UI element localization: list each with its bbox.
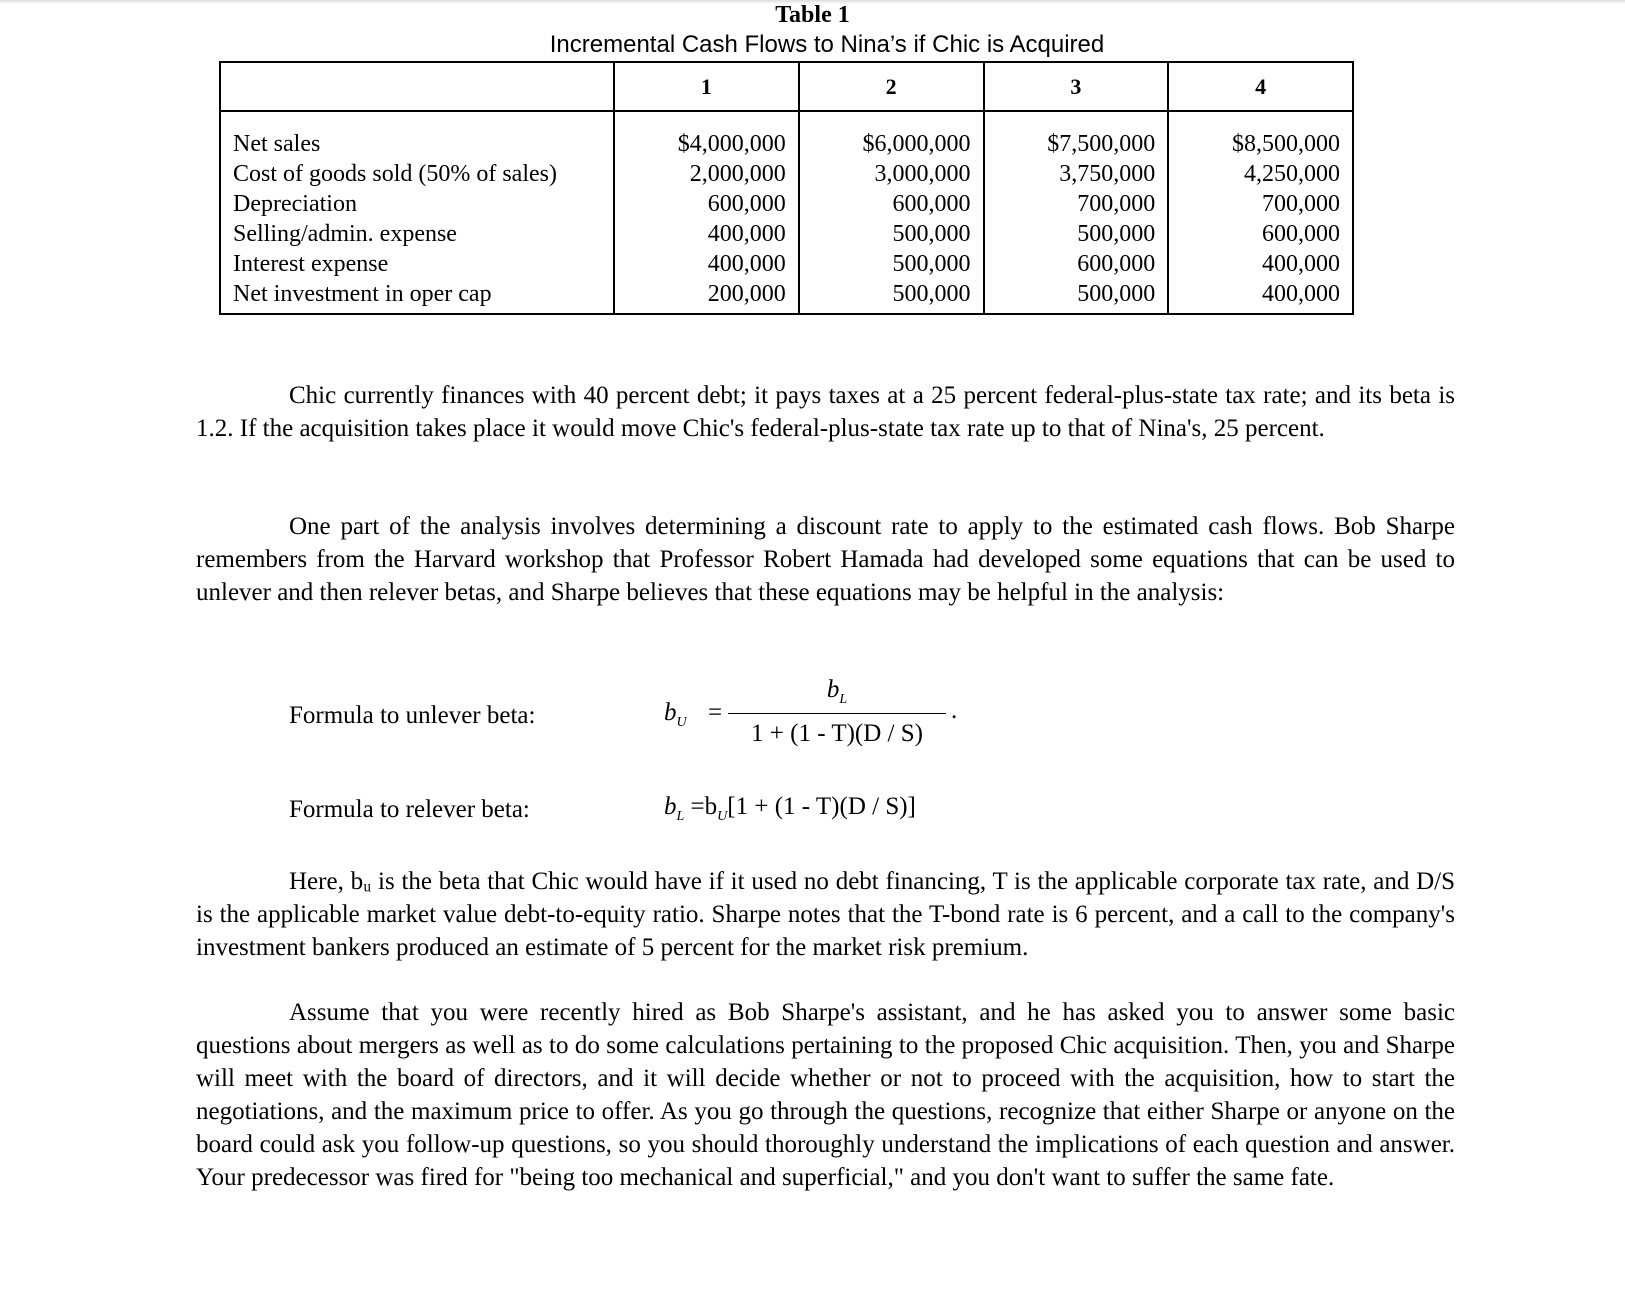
- row-label: Depreciation: [233, 191, 357, 217]
- cell-value: 4,250,000: [1244, 161, 1340, 187]
- unlever-lhs: [664, 699, 687, 731]
- equals: =: [708, 699, 723, 726]
- year-1-values: [614, 111, 799, 314]
- relever-formula: [664, 793, 916, 825]
- cell-value: 3,750,000: [1059, 161, 1156, 187]
- cell-value: 500,000: [1077, 281, 1156, 307]
- year-2-values: [799, 111, 984, 314]
- table-body: [220, 111, 1353, 314]
- b-symbol: b: [826, 676, 840, 703]
- row-label: Net investment in oper cap: [233, 281, 492, 307]
- b-symbol: b: [664, 793, 677, 820]
- header-year: 2: [799, 62, 984, 111]
- cell-value: 400,000: [1262, 251, 1340, 277]
- unlever-label: Formula to unlever beta:: [289, 702, 536, 729]
- cell-value: $4,000,000: [677, 131, 786, 157]
- period: .: [951, 697, 958, 724]
- subscript: L: [676, 809, 685, 824]
- cell-value: $7,500,000: [1047, 131, 1156, 157]
- cell-value: $6,000,000: [862, 131, 971, 157]
- header-year: 3: [984, 62, 1169, 111]
- cell-value: 200,000: [707, 281, 786, 307]
- subscript: L: [839, 692, 848, 707]
- cell-value: 700,000: [1077, 191, 1156, 217]
- cash-flow-table: [219, 61, 1354, 315]
- table-subtitle: Incremental Cash Flows to Nina’s if Chic is Acquired: [549, 31, 1105, 58]
- cell-value: 600,000: [1262, 221, 1340, 247]
- cell-value: 600,000: [892, 191, 971, 217]
- header-blank: [220, 62, 614, 111]
- paragraph-discount-rate: One part of the analysis involves determining a discount rate to apply to the estimated cash flows. Bob Sharpe remembers from the Harvard workshop that Professor Robert Hamada had developed some equations that can be used to unlever and then relever betas, and Sharpe believes that these equations may be helpful in the analysis:: [196, 513, 1455, 606]
- subscript: U: [676, 715, 687, 730]
- row-labels: [220, 111, 614, 314]
- cell-value: 600,000: [1077, 251, 1156, 277]
- cell-value: 700,000: [1262, 191, 1340, 217]
- cell-value: 2,000,000: [689, 161, 786, 187]
- year-4-values: [1168, 111, 1353, 314]
- header-year: 4: [1168, 62, 1353, 111]
- row-label: Interest expense: [233, 251, 389, 277]
- header-year: 1: [614, 62, 799, 111]
- cell-value: 400,000: [1262, 281, 1340, 307]
- table-header-row: [220, 62, 1353, 111]
- row-label: Cost of goods sold (50% of sales): [233, 161, 557, 187]
- cell-value: 3,000,000: [874, 161, 971, 187]
- cell-value: $8,500,000: [1232, 131, 1340, 157]
- cell-value: 500,000: [892, 251, 971, 277]
- table-title: Table 1: [775, 2, 850, 28]
- cell-value: 500,000: [892, 221, 971, 247]
- paragraph-financing: Chic currently finances with 40 percent debt; it pays taxes at a 25 percent federal-plus-state tax rate; and its beta is 1.2. If the acquisition takes place it would move Chic's federal-plus-state tax rate up to that of Nina's, 25 percent.: [196, 382, 1455, 442]
- relever-bracket: [1 + (1 - T)(D / S)]: [727, 793, 916, 820]
- cell-value: 500,000: [1077, 221, 1156, 247]
- paragraph-assignment: Assume that you were recently hired as Bob Sharpe's assistant, and he has asked you to answer some basic questions about mergers as well as to do some calculations pertaining to the proposed Chic acquisition. Then, you and Sharpe will meet with the board of directors, and it will decide whether or not to proceed with the acquisition, how to start the negotiations, and the maximum price to offer. As you go through the questions, recognize that either Sharpe or anyone on the board could ask you follow-up questions, so you should thoroughly understand the implications of each question and answer. Your predecessor was fired for "being too mechanical and superficial," and you don't want to suffer the same fate.: [196, 999, 1455, 1191]
- relever-label: Formula to relever beta:: [289, 796, 530, 823]
- row-label: Net sales: [233, 131, 321, 157]
- cell-value: 400,000: [707, 251, 786, 277]
- equals-b: =b: [690, 793, 718, 820]
- year-3-values: [984, 111, 1169, 314]
- cell-value: 600,000: [707, 191, 786, 217]
- b-symbol: b: [664, 699, 677, 726]
- unlever-denominator: 1 + (1 - T)(D / S): [751, 720, 923, 747]
- fraction-bar: [728, 713, 946, 714]
- unlever-numerator: [728, 676, 946, 708]
- subscript: U: [717, 809, 728, 824]
- row-label: Selling/admin. expense: [233, 221, 457, 247]
- cell-value: 500,000: [892, 281, 971, 307]
- paragraph-definitions: Here, bᵤ is the beta that Chic would have if it used no debt financing, T is the applicable corporate tax rate, and D/S is the applicable market value debt-to-equity ratio. Sharpe notes that the T-bond rate is 6 percent, and a call to the company's investment bankers produced an estimate of 5 percent for the market risk premium.: [196, 868, 1455, 961]
- cell-value: 400,000: [707, 221, 786, 247]
